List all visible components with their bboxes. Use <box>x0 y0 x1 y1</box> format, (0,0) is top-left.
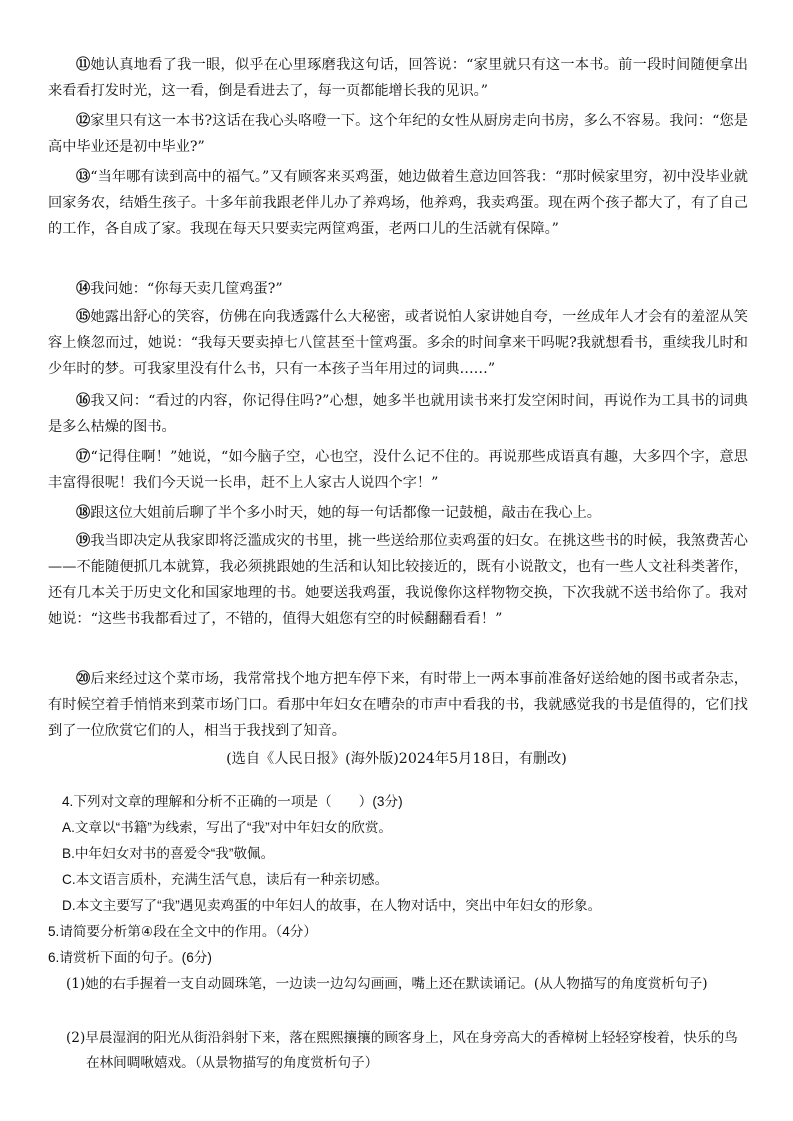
paragraph-number: ⑪ <box>76 57 91 73</box>
paragraph-20 <box>48 666 748 744</box>
paragraph-number: ⑮ <box>76 309 91 325</box>
paragraph-text: 我问她：“你每天卖几筐鸡蛋?” <box>90 281 283 297</box>
paragraph-13 <box>48 164 748 242</box>
question-4-option-d: D.本文主要写了“我”遇见卖鸡蛋的中年妇人的故事，在人物对话中，突出中年妇女的形象。 <box>62 898 602 913</box>
question-6-item-1 <box>66 972 746 997</box>
question-6-item-2-text: (2)早晨湿润的阳光从街沿斜射下来，落在熙熙攘攘的顾客身上，风在身旁高大的香樟树上轻轻穿梭着，快乐的鸟在林间啁啾嬉戏。（从景物描写的角度赏析句子） <box>66 1030 738 1071</box>
paragraph-text: “记得住啊！”她说，“如今脑子空，心也空，没什么记不住的。再说那些成语真有趣，大多四个字，意思丰富得很呢！我们今天说一长串，赶不上人家古人说四个字！” <box>48 449 748 491</box>
question-4-option-b: B.中年妇女对书的喜爱令“我”敬佩。 <box>62 846 275 861</box>
paragraph-16 <box>48 388 748 440</box>
paragraph-number: ⑲ <box>76 533 91 549</box>
paragraph-12 <box>48 108 748 160</box>
paragraph-text: 她露出舒心的笑容，仿佛在向我透露什么大秘密，或者说怕人家讲她自夸，一丝成年人才会有的羞涩从笑容上倏忽而过，她说：“我每天要卖掉七八筐甚至十筐鸡蛋。多余的时间拿来干吗呢?我就想看书，重续我儿时和少年时的梦。可我家里没有什么书，只有一本孩子当年用过的词典……” <box>48 309 748 377</box>
paragraph-text: 我当即决定从我家即将泛滥成灾的书里，挑一些送给那位卖鸡蛋的妇女。在挑这些书的时候，我煞费苦心——不能随便抓几本就算，我必须挑跟她的生活和认知比较接近的，既有小说散文，也有一些人文社科类著作，还有几本关于历史文化和国家地理的书。她要送我鸡蛋，我说像你这样物物交换，下次我就不送书给你了。我对她说：“这些书我都看过了，不错的，值得大姐您有空的时候翻翻看看！” <box>48 533 748 627</box>
paragraph-number: ⑯ <box>76 393 91 409</box>
question-5-stem: 5.请简要分析第④段在全文中的作用。（4分） <box>48 924 317 939</box>
paragraph-number: ⑱ <box>76 505 91 521</box>
question-6-item-1-text: (1)她的右手握着一支自动圆珠笔，一边读一边勾勾画画，嘴上还在默读诵记。(从人物描写的角度赏析句子) <box>66 976 708 992</box>
paragraph-number: ⑳ <box>76 671 91 687</box>
question-4-option-a: A.文章以“书籍”为线索，写出了“我”对中年妇女的欣赏。 <box>62 820 393 835</box>
paragraph-text: 后来经过这个菜市场，我常常找个地方把车停下来，有时带上一两本事前准备好送给她的图书或者杂志，有时候空着手悄悄来到菜市场门口。看那中年妇女在嘈杂的市声中看我的书，我就感觉我的书是值得的，它们找到了一位欣赏它们的人，相当于我找到了知音。 <box>48 671 748 739</box>
paragraph-14 <box>48 276 748 302</box>
paragraph-11 <box>48 52 748 104</box>
paragraph-15 <box>48 304 748 382</box>
paragraph-number: ⑰ <box>76 449 91 465</box>
paragraph-17 <box>48 444 748 496</box>
paragraph-text: 跟这位大姐前后聊了半个多小时天，她的每一句话都像一记鼓槌，敲击在我心上。 <box>90 505 601 521</box>
question-6-item-2 <box>66 1026 746 1076</box>
paragraph-number: ⑭ <box>76 281 91 297</box>
paragraph-number: ⑫ <box>76 113 91 129</box>
question-4-stem: 4.下列对文章的理解和分析不正确的一项是（ ）(3分) <box>62 794 403 809</box>
paragraph-18 <box>48 500 748 526</box>
question-6-stem: 6.请赏析下面的句子。(6分) <box>48 950 212 965</box>
paragraph-text: 她认真地看了我一眼，似乎在心里琢磨我这句话，回答说：“家里就只有这一本书。前一段时间随便拿出来看看打发时光，这一看，倒是看进去了，每一页都能增长我的见识。” <box>48 57 748 99</box>
paragraph-text: “当年哪有读到高中的福气。”又有顾客来买鸡蛋，她边做着生意边回答我：“那时候家里穷，初中没毕业就回家务农，结婚生孩子。十多年前我跟老伴儿办了养鸡场，他养鸡，我卖鸡蛋。现在两个孩子都大了，有了自己的工作，各自成了家。我现在每天只要卖完两筐鸡蛋，老两口儿的生活就有保障。” <box>48 169 748 237</box>
paragraph-19 <box>48 528 748 632</box>
article-source: (选自《人民日报》(海外版)2024年5月18日，有删改) <box>226 751 567 767</box>
paragraph-number: ⑬ <box>76 169 91 185</box>
question-4-option-c: C.本文语言质朴，充满生活气息，读后有一种亲切感。 <box>62 872 389 887</box>
paragraph-text: 我又问：“看过的内容，你记得住吗?”心想，她多半也就用读书来打发空闲时间，再说作为工具书的词典是多么枯燥的图书。 <box>48 393 748 435</box>
paragraph-text: 家里只有这一本书?这话在我心头咯噔一下。这个年纪的女性从厨房走向书房，多么不容易。我问：“您是高中毕业还是初中毕业?” <box>48 113 748 155</box>
